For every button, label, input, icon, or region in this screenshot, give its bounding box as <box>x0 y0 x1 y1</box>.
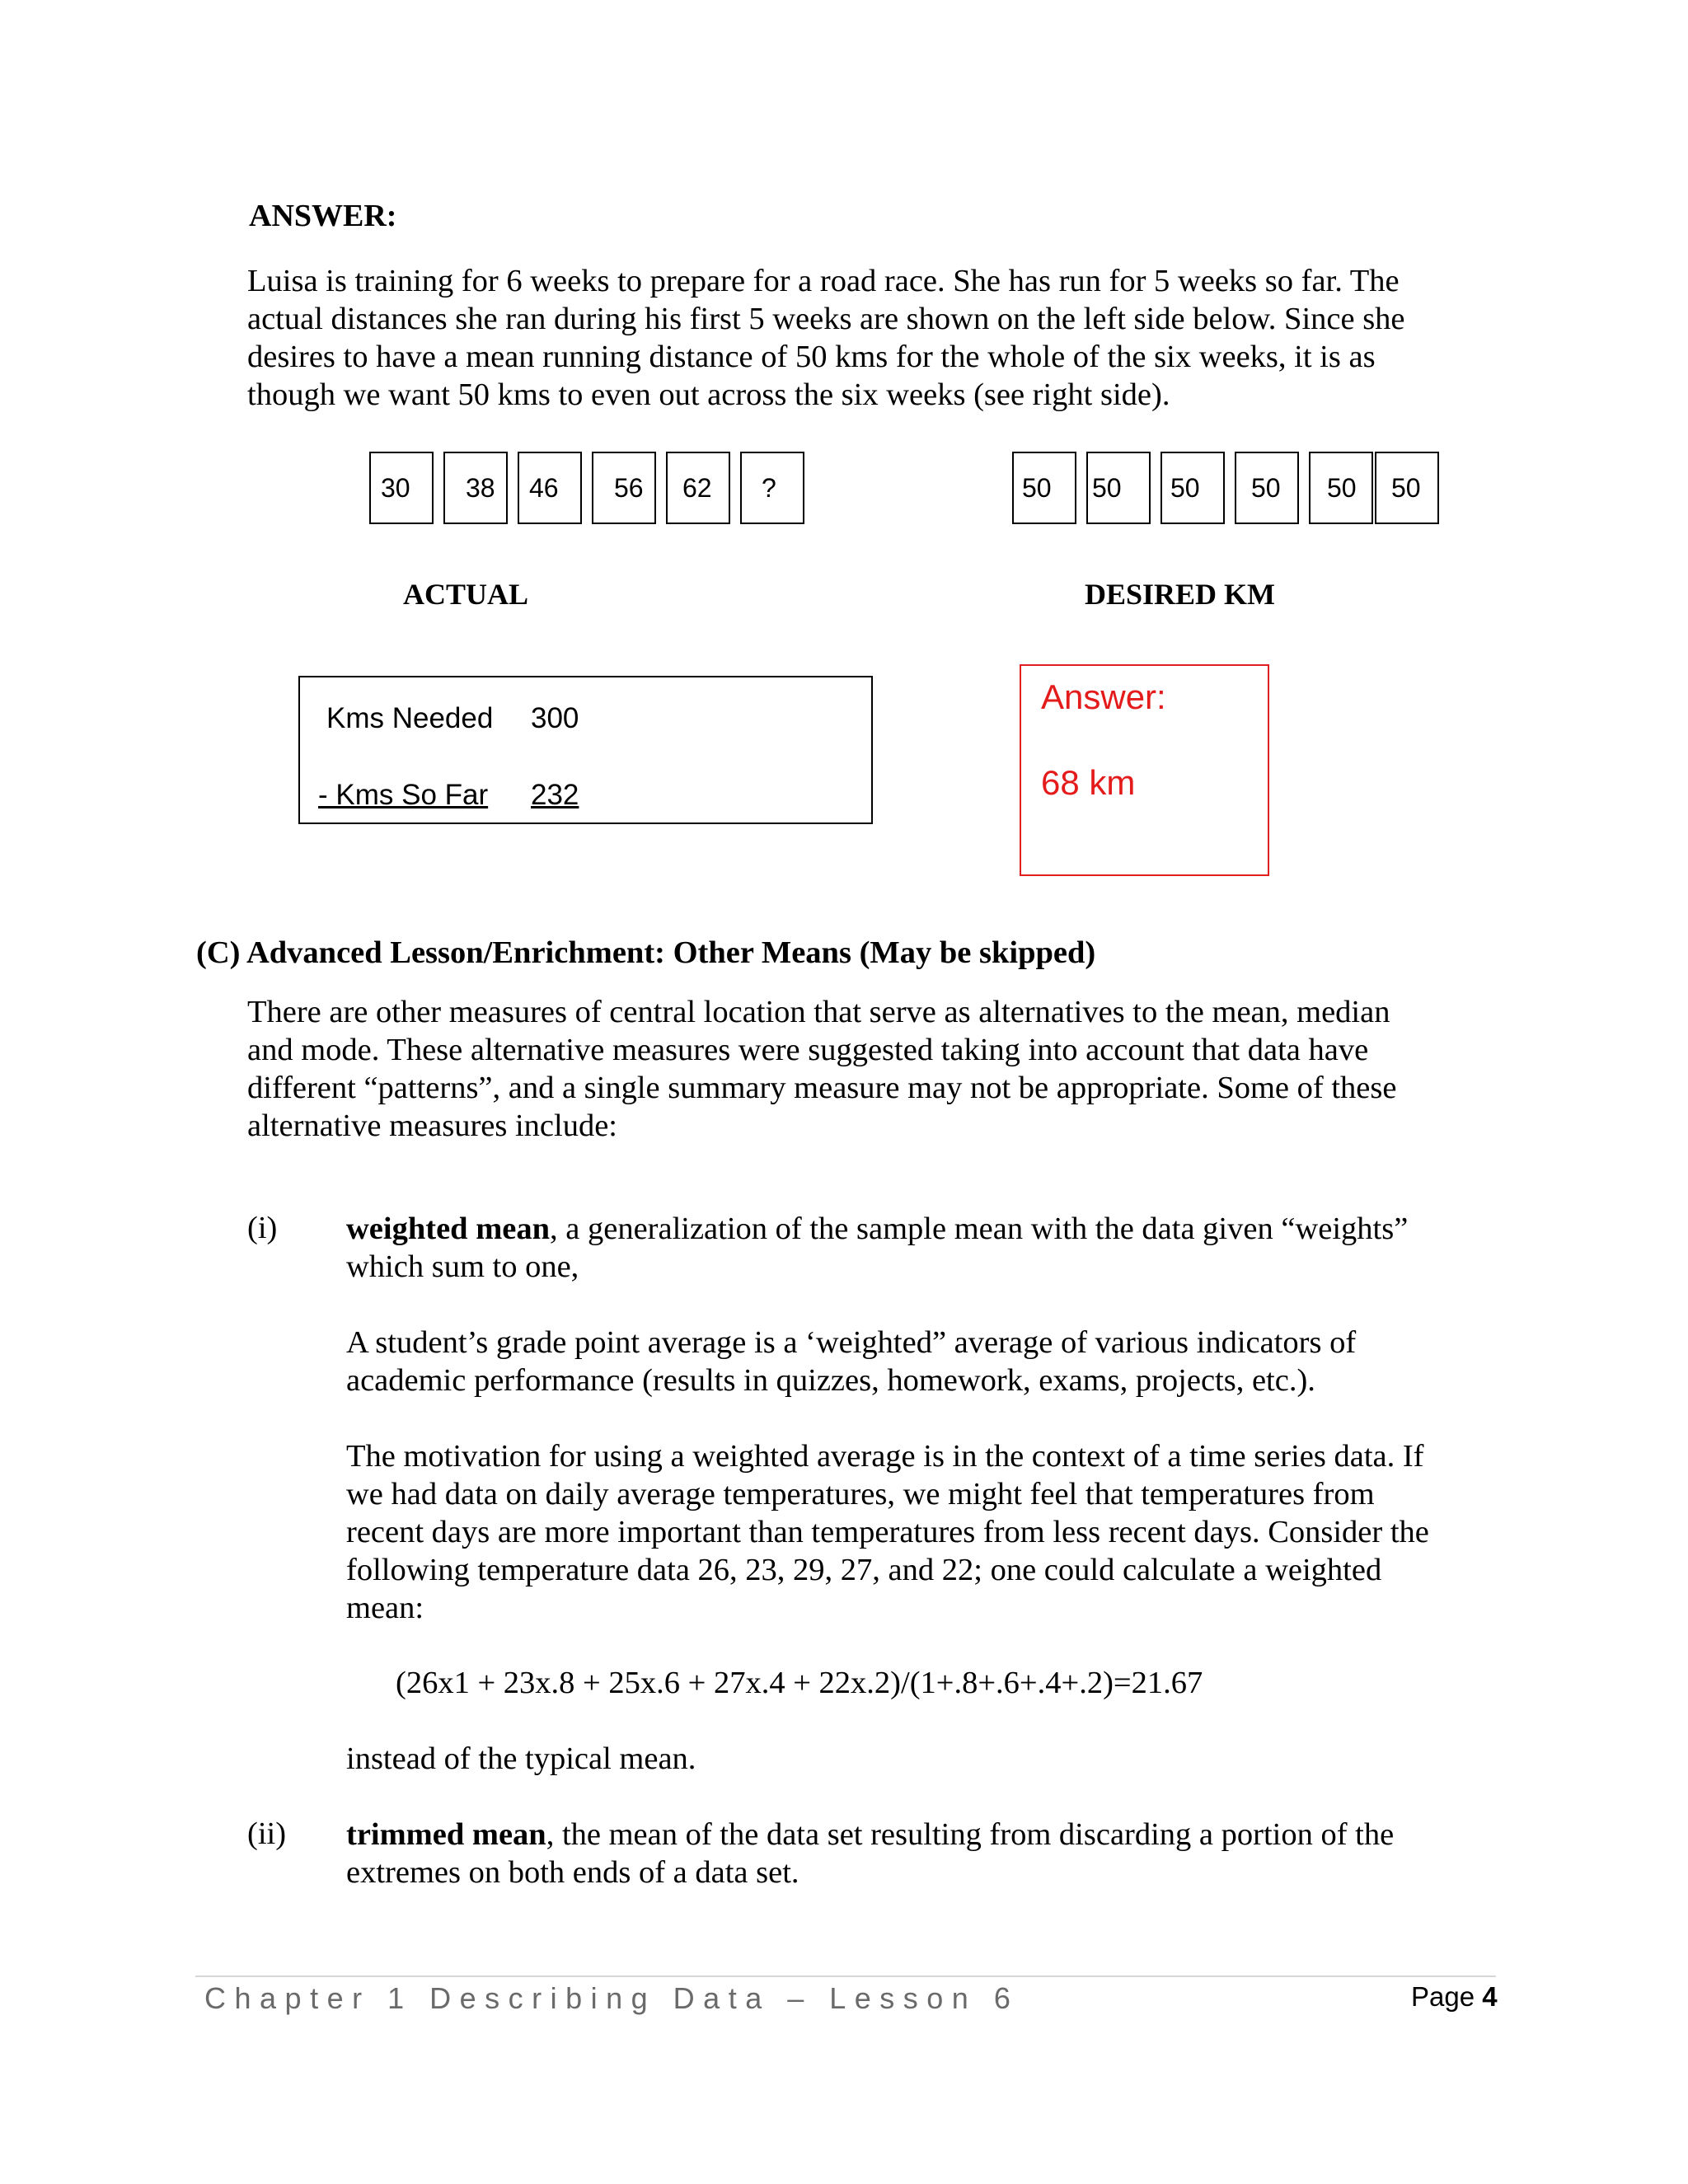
kms-needed-label: Kms Needed <box>326 702 494 734</box>
desired-box: 50 <box>1012 452 1076 524</box>
item-i-term: weighted mean <box>346 1212 551 1246</box>
desired-box: 50 <box>1309 452 1373 524</box>
item-i-paragraph-2 <box>346 1437 1429 1627</box>
section-c-intro-line: different “patterns”, and a single summary measure may not be appropriate. Some of these <box>247 1071 1397 1105</box>
paragraph-line: A student’s grade point average is a ‘weighted” average of various indicators of <box>346 1325 1357 1360</box>
kms-calculation-box <box>298 676 873 824</box>
intro-line: actual distances she ran during his first 5 weeks are shown on the left side below. Since she <box>247 302 1405 336</box>
desired-box: 50 <box>1235 452 1299 524</box>
actual-box-unknown: ? <box>740 452 804 524</box>
answer-value: 68 km <box>1041 763 1136 802</box>
footer-divider <box>195 1975 1496 1977</box>
desired-box: 50 <box>1375 452 1439 524</box>
item-ii-definition <box>346 1816 1394 1891</box>
kms-so-far-label: - Kms So Far <box>318 779 489 811</box>
paragraph-line: The motivation for using a weighted average is in the context of a time series data. If <box>346 1439 1424 1474</box>
item-i-definition-line <box>346 1210 1408 1248</box>
desired-box: 50 <box>1160 452 1225 524</box>
intro-line: Luisa is training for 6 weeks to prepare for a road race. She has run for 5 weeks so far. The <box>247 264 1400 298</box>
actual-box: 62 <box>666 452 730 524</box>
kms-so-far-value: 232 <box>531 779 579 811</box>
answer-label: Answer: <box>1041 677 1166 716</box>
actual-box: 46 <box>518 452 582 524</box>
weighted-mean-formula: (26x1 + 23x.8 + 25x.6 + 27x.4 + 22x.2)/(1+.8+.6+.4+.2)=21.67 <box>396 1666 1203 1700</box>
item-ii-term: trimmed mean <box>346 1817 546 1852</box>
item-i-definition-text: , a generalization of the sample mean with the data given “weights” <box>550 1212 1409 1246</box>
actual-caption: ACTUAL <box>403 578 529 611</box>
kms-needed-value: 300 <box>531 702 579 734</box>
footer-page <box>1411 1981 1498 2013</box>
intro-paragraph <box>247 262 1405 414</box>
section-c-intro-line: alternative measures include: <box>247 1108 617 1143</box>
intro-line: though we want 50 kms to even out across the six weeks (see right side). <box>247 377 1170 412</box>
actual-box: 30 <box>369 452 434 524</box>
item-ii-definition-text: , the mean of the data set resulting from discarding a portion of the <box>546 1817 1395 1852</box>
desired-caption: DESIRED KM <box>1085 578 1276 611</box>
intro-line: desires to have a mean running distance of 50 kms for the whole of the six weeks, it is as <box>247 340 1376 374</box>
answer-box <box>1020 664 1269 876</box>
item-i-number: (i) <box>247 1211 278 1245</box>
item-ii-number: (ii) <box>247 1816 287 1851</box>
footer-chapter: Chapter 1 Describing Data – Lesson 6 <box>204 1981 1020 2015</box>
section-c-intro <box>247 993 1396 1145</box>
section-c-intro-line: and mode. These alternative measures were suggested taking into account that data have <box>247 1033 1369 1067</box>
section-c-intro-line: There are other measures of central location that serve as alternatives to the mean, median <box>247 995 1390 1029</box>
section-c-heading: (C) Advanced Lesson/Enrichment: Other Means (May be skipped) <box>196 935 1096 970</box>
item-ii-definition-line: extremes on both ends of a data set. <box>346 1855 799 1890</box>
item-i-after-formula: instead of the typical mean. <box>346 1741 696 1776</box>
actual-box: 56 <box>592 452 656 524</box>
item-i-definition <box>346 1210 1408 1286</box>
answer-heading: ANSWER: <box>249 199 397 233</box>
paragraph-line: recent days are more important than temperatures from less recent days. Consider the <box>346 1515 1429 1549</box>
item-i-paragraph-1 <box>346 1324 1356 1399</box>
desired-box: 50 <box>1086 452 1151 524</box>
paragraph-line: following temperature data 26, 23, 29, 27, and 22; one could calculate a weighted <box>346 1553 1382 1587</box>
paragraph-line: academic performance (results in quizzes, homework, exams, projects, etc.). <box>346 1363 1315 1398</box>
actual-box: 38 <box>443 452 508 524</box>
paragraph-line: we had data on daily average temperatures, we might feel that temperatures from <box>346 1477 1375 1511</box>
footer-page-label: Page <box>1411 1981 1475 2012</box>
item-ii-definition-line <box>346 1816 1394 1854</box>
item-i-definition-line: which sum to one, <box>346 1249 579 1284</box>
paragraph-line: mean: <box>346 1591 424 1625</box>
footer-page-number: 4 <box>1482 1981 1498 2012</box>
